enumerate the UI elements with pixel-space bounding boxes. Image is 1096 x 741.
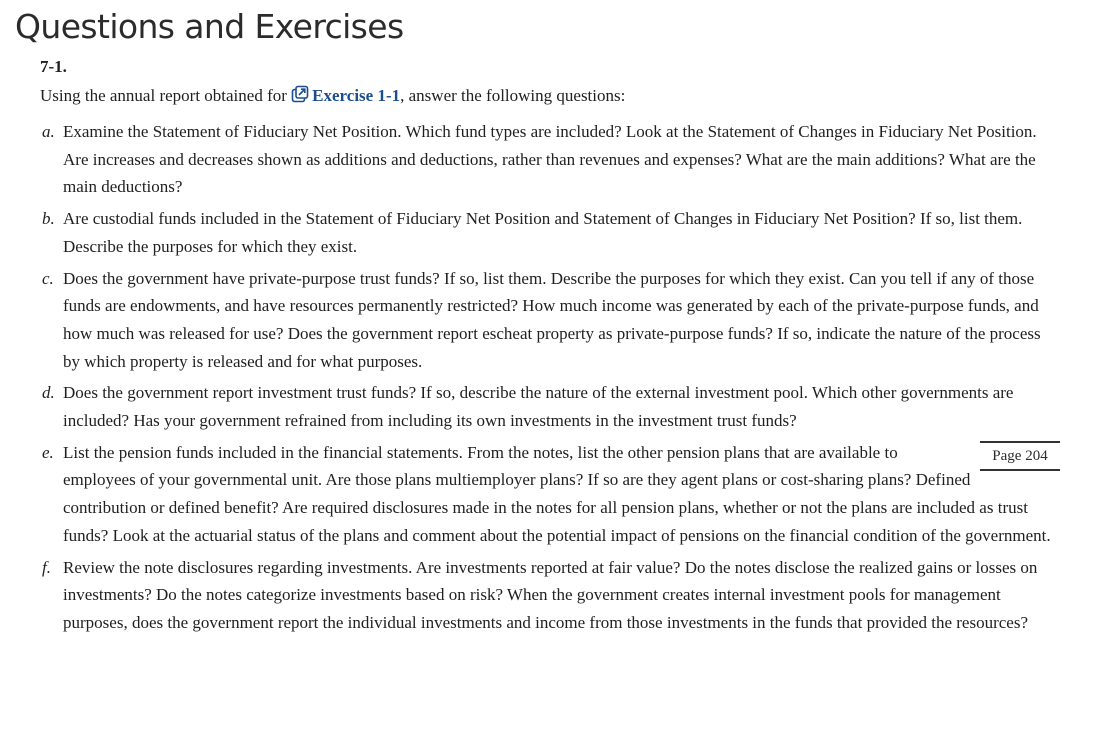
page-number-marker: Page 204	[980, 441, 1060, 471]
question-marker: c.	[42, 268, 54, 288]
exercise-intro	[40, 85, 625, 109]
exercise-number: 7-1.	[40, 57, 67, 76]
question-item-e	[40, 439, 1060, 550]
external-link-icon	[291, 85, 309, 109]
exercise-link[interactable]	[291, 86, 400, 105]
question-text: Are custodial funds included in the Statement of Fiduciary Net Position and Statement of Changes in Fiduciary Net Position? If so, list them. Describe the purposes for which they exist.	[63, 209, 1023, 256]
question-item-a	[40, 118, 1060, 201]
question-marker: a.	[42, 122, 55, 141]
intro-text-after: , answer the following questions:	[400, 86, 626, 105]
exercise-link-label: Exercise 1-1	[312, 86, 401, 105]
question-marker: b.	[42, 209, 55, 229]
question-marker: d.	[42, 383, 55, 403]
question-text: List the pension funds included in the financial statements. From the notes, list the other pension plans that are available to employees of your governmental unit. Are those plans multiemployer plans? If so are they agent plans or cost-sharing plans? Defined contribution or defined benefit? Are required disclosures made in the notes for all pension plans, whether or not the plans are included as trust funds? Look at the actuarial status of the plans and comment about the potential impact of pensions on the financial condition of the government.	[63, 442, 1051, 545]
question-text: Does the government have private-purpose trust funds? If so, list them. Describe the purposes for which they exist. Can you tell if any of those funds are endowments, and have resources permanently restricted? How much income was generated by each of the private-purpose funds, and how much was released for use? Does the government report escheat property as private-purpose funds? If so, indicate the nature of the process by which property is released and for what purposes.	[63, 268, 1041, 371]
question-item-c	[40, 265, 1060, 376]
question-text: Review the note disclosures regarding investments. Are investments reported at fair value? Do the notes disclose the realized gains or losses on investments? Do the notes categorize investments based on risk? When the government creates internal investment pools for management purposes, does the government report the individual investments and income from those investments in the funds that provided the resources?	[63, 557, 1038, 632]
question-item-b	[40, 205, 1060, 260]
question-text: Examine the Statement of Fiduciary Net Position. Which fund types are included? Look at the Statement of Changes in Fiduciary Net Position. Are increases and decreases shown as additions and deductions, rather than revenues and expenses? What are the main additions? What are the main deductions?	[63, 122, 1037, 197]
page-title: Questions and Exercises	[15, 7, 404, 46]
question-list	[40, 118, 1060, 641]
question-marker: f.	[42, 557, 51, 577]
question-text: Does the government report investment trust funds? If so, describe the nature of the external investment pool. Which other governments are included? Has your government refrained from including its own investments in the investment trust funds?	[63, 383, 1014, 431]
question-item-f	[40, 554, 1060, 637]
intro-text-before: Using the annual report obtained for	[40, 86, 292, 105]
question-item-d	[40, 379, 1060, 434]
question-marker: e.	[42, 442, 54, 462]
